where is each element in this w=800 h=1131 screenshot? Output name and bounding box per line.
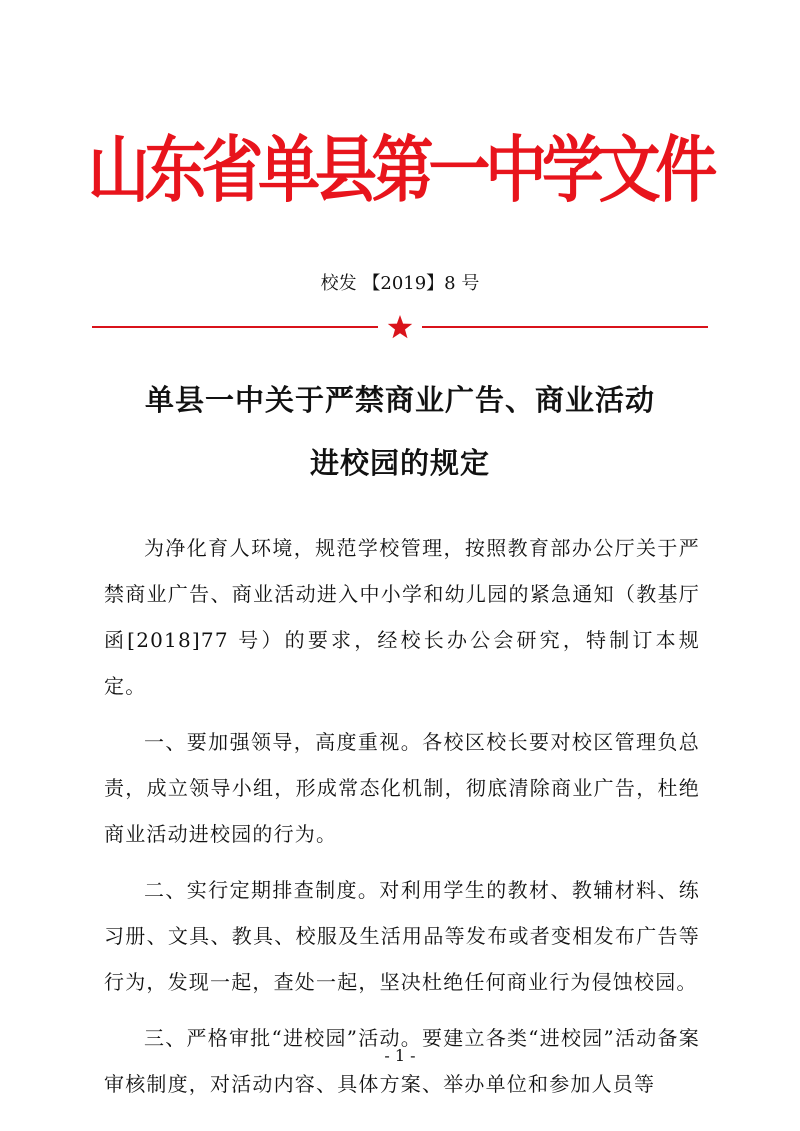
document-title-line-2: 进校园的规定 (309, 446, 490, 480)
body-paragraph: 三、严格审批“进校园”活动。要建立各类“进校园”活动备案审核制度，对活动内容、具体方案、举办单位和参加人员等 (104, 1026, 700, 1096)
document-number: 校发 【2019】8 号 (320, 273, 480, 294)
document-title-line-1: 单县一中关于严禁商业广告、商业活动 (144, 383, 655, 417)
page-number: - 1 - (384, 1046, 416, 1065)
body-paragraph: 为净化育人环境，规范学校管理，按照教育部办公厅关于严禁商业广告、商业活动进入中小学和幼儿园的紧急通知（教基厅函[2018]77 号）的要求，经校长办公会研究，特制订本规定。 (104, 536, 700, 698)
divider-rule-left (92, 326, 378, 328)
divider-rule-right (422, 326, 708, 328)
masthead-title: 山东省单县第一中学文件 (87, 128, 713, 212)
red-divider (92, 314, 708, 340)
body-paragraph: 二、实行定期排查制度。对利用学生的教材、教辅材料、练习册、文具、教具、校服及生活用品等发布或者变相发布广告等行为，发现一起，查处一起，坚决杜绝任何商业行为侵蚀校园。 (104, 878, 700, 994)
document-body (104, 525, 700, 1117)
star-icon (387, 314, 413, 340)
body-paragraph: 一、要加强领导，高度重视。各校区校长要对校区管理负总责，成立领导小组，形成常态化机制，彻底清除商业广告，杜绝商业活动进校园的行为。 (104, 730, 700, 846)
